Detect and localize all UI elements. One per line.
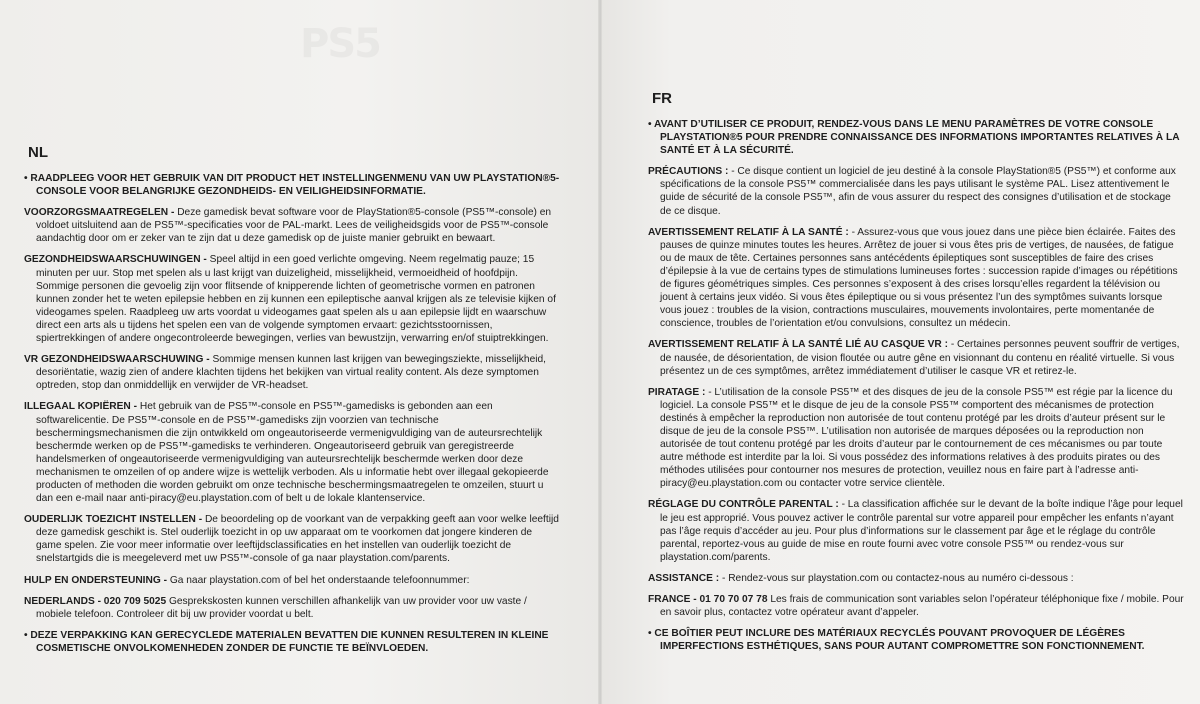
section-text: Deze gamedisk bevat software voor de PlayStation®5-console (PS5™-console) en voldoet uitsluitend aan de PS5™-specificaties voor de PAL-markt. Lees de veiligheidsgids voor de PS5™-console aandachtig door om er zeker van te zijn dat u deze gamedisk op de juiste manier gebruikt en bewaart. xyxy=(36,207,552,245)
section-text: - Certaines personnes peuvent souffrir de vertiges, de nausée, de désorientation, de vision floutée ou autre gêne en visionnant du contenu en réalité virtuelle. Si vous présentez un de ces symptômes, arrêtez immédiatement d’utiliser le casque VR et retirez-le. xyxy=(660,339,1180,377)
section-text: Speel altijd in een goed verlichte omgeving. Neem regelmatig pauze; 15 minuten per uur. Stop met spelen als u last krijgt van duizeligheid, misselijkheid, vermoeidheid of hoofdpijn. Sommige personen die gevoelig zijn voor flitsende of knipperende lichten of geometrische vormen en patronen kunnen zonder het te weten epilepsie hebben en zij kunnen een epileptische aanval krijgen als ze televisie kijken of videogames spelen. Raadpleeg uw arts voordat u videogames gaat spelen als u aan epilepsie lijdt en waarschuw direct een arts als u tijdens het spelen een van de volgende symptomen ervaart: gezichtsstoornissen, spiertrekkingen of andere ongecontroleerde bewegingen, verlies van bewustzijn, verwarring en/of stuiptrekkingen. xyxy=(36,254,556,345)
section-title: PIRATAGE : xyxy=(648,386,706,398)
section-title: AVERTISSEMENT RELATIF À LA SANTÉ LIÉ AU CASQUE VR : xyxy=(648,339,948,351)
section-piracy xyxy=(24,400,560,505)
section-title: RÉGLAGE DU CONTRÔLE PARENTAL : xyxy=(648,499,839,511)
section-text: Gesprekskosten kunnen verschillen afhankelijk van uw provider voor uw vaste / mobiele telefoon. Controleer dit bij uw provider voordat u belt. xyxy=(36,595,527,620)
section-text: - La classification affichée sur le devant de la boîte indique l’âge pour lequel le jeu est approprié. Vous pouvez activer le contrôle parental sur votre appareil pour empêcher les enfants n’ayant pas l’âge requis d’accéder au jeu. Pour plus d’informations sur le classement par âge et le réglage du contrôle parental, reportez-vous au guide de mise en route fourni avec votre console PS5™ ou rendez-vous sur playstation.com/parents. xyxy=(660,499,1183,563)
section-vr-warning xyxy=(648,338,1184,377)
section-text: - Ce disque contient un logiciel de jeu destiné à la console PlayStation®5 (PS5™) et conforme aux spécifications de la console PS5™ commercialisée dans les pays utilisant le système PAL. Lisez attentivement le guide de sécurité de la console PS5™, afin de vous assurer du respect des consignes d’utilisation et de stockage de ce disque. xyxy=(660,166,1176,217)
section-parental-control xyxy=(24,513,560,565)
section-parental-control xyxy=(648,498,1184,563)
section-support xyxy=(24,574,560,587)
intro-notice: • AVANT D’UTILISER CE PRODUIT, RENDEZ-VOUS DANS LE MENU PARAMÈTRES DE VOTRE CONSOLE PLAYSTATION®5 POUR PRENDRE CONNAISSANCE DES INFORMATIONS IMPORTANTES RELATIVES À LA SANTÉ ET À LA SÉCURITÉ. xyxy=(648,119,1180,157)
section-text: - L’utilisation de la console PS5™ et des disques de jeu de la console PS5™ est régie par la licence du logiciel. La console PS5™ et le disque de jeu de la console PS5™ comportent des mécanismes de protection destinés à empêcher la reproduction non autorisée de tout contenu protégé par les droits d’auteur présent sur le disque de jeu de la console PS5™. L’utilisation non autorisée de marques déposées ou la reproduction non autorisée de tout contenu protégé par les droits d’auteur par le contournement de ces mécanismes ou par toute autre méthode est interdite par la loi. Si vous possédez des informations relatives à des produits pirates ou des méthodes utilisées pour contourner nos mesures de protection, veuillez nous en faire part à l’adresse anti-piracy@eu.playstation.com ou contacter votre service clientèle. xyxy=(660,386,1173,490)
section-text: Sommige mensen kunnen last krijgen van bewegingsziekte, misselijkheid, desoriëntatie, wazig zien of andere klachten tijdens het bekijken van virtual reality content. Als deze symptomen optreden, stop dan onmiddellijk en verwijder de VR-headset. xyxy=(36,354,546,392)
section-phone xyxy=(648,593,1184,619)
section-title: AVERTISSEMENT RELATIF À LA SANTÉ : xyxy=(648,226,849,238)
section-health-warning xyxy=(648,226,1184,331)
ps5-watermark-logo xyxy=(300,14,390,76)
section-precautions xyxy=(648,165,1184,217)
section-text: Les frais de communication sont variables selon l’opérateur téléphonique fixe / mobile. Pour en savoir plus, contactez votre opérateur avant d’appeler. xyxy=(660,594,1184,619)
ps5-watermark-icon xyxy=(300,23,390,63)
section-support xyxy=(648,572,1184,585)
section-title: ILLEGAAL KOPIËREN - xyxy=(24,401,138,413)
page-fold xyxy=(598,0,602,704)
section-piracy xyxy=(648,386,1184,491)
section-title: VOORZORGSMAATREGELEN - xyxy=(24,207,175,219)
svg-text:PS5 xyxy=(300,23,380,63)
section-text: - Rendez-vous sur playstation.com ou contactez-nous au numéro ci-dessous : xyxy=(719,572,1074,584)
section-title: GEZONDHEIDSWAARSCHUWINGEN - xyxy=(24,254,207,266)
section-title: PRÉCAUTIONS : xyxy=(648,166,729,178)
section-title: NEDERLANDS - 020 709 5025 xyxy=(24,595,167,607)
section-title: OUDERLIJK TOEZICHT INSTELLEN - xyxy=(24,514,203,526)
section-title: HULP EN ONDERSTEUNING - xyxy=(24,574,168,586)
intro-notice: • RAADPLEEG VOOR HET GEBRUIK VAN DIT PRODUCT HET INSTELLINGENMENU VAN UW PLAYSTATION®5-CONSOLE VOOR BELANGRIJKE GEZONDHEIDS- EN VEILIGHEIDSINFORMATIE. xyxy=(24,173,560,198)
language-heading: NL xyxy=(28,144,48,161)
outro-notice: • CE BOÎTIER PEUT INCLURE DES MATÉRIAUX RECYCLÉS POUVANT PROVOQUER DE LÉGÈRES IMPERFECTIONS ESTHÉTIQUES, SANS POUR AUTANT COMPROMETTRE SON FONCTIONNEMENT. xyxy=(648,628,1145,653)
section-title: VR GEZONDHEIDSWAARSCHUWING - xyxy=(24,354,210,366)
section-title: FRANCE - 01 70 70 07 78 xyxy=(648,594,768,605)
section-vr-warning xyxy=(24,353,560,392)
section-title: ASSISTANCE : xyxy=(648,572,720,584)
section-text: Het gebruik van de PS5™-console en PS5™-gamedisks is gebonden aan een softwarelicentie. De PS5™-console en de PS5™-gamedisks zijn voorzien van technische beschermingsmechanismen die zijn ontwikkeld om ongeautoriseerde vermenigvuldiging van de auteursrechtelijk beschermde werken op de PS5™-gamedisks te verhinderen. Ongeautoriseerd gebruik van geregistreerde handelsmerken of ongeautoriseerde vermenigvuldiging van auteursrechtelijk beschermde werken door deze mechanismen te omzeilen of op andere wijze is wettelijk verboden. Als u informatie hebt over illegaal gekopieerde producten of methoden die worden gebruikt om onze technische beschermingsmaatregelen te omzeilen, stuurt u dan een e-mail naar anti-piracy@eu.playstation.com of belt u de lokale klantenservice. xyxy=(36,401,549,505)
section-health-warning xyxy=(24,253,560,345)
language-heading: FR xyxy=(652,90,672,107)
outro-notice: • DEZE VERPAKKING KAN GERECYCLEDE MATERIALEN BEVATTEN DIE KUNNEN RESULTEREN IN KLEINE COSMETISCHE ONVOLKOMENHEDEN ZONDER DE FUNCTIE TE BEÏNVLOEDEN. xyxy=(24,629,549,654)
section-text: Ga naar playstation.com of bel het onderstaande telefoonnummer: xyxy=(167,574,470,586)
dutch-column xyxy=(24,144,560,663)
section-phone xyxy=(24,595,560,621)
section-precautions xyxy=(24,206,560,245)
section-text: De beoordeling op de voorkant van de verpakking geeft aan voor welke leeftijd deze gamedisk geschikt is. Stel ouderlijk toezicht in op uw apparaat om te voorkomen dat jongere kinderen de game spelen. Zie voor meer informatie over leeftijdsclassificaties en het instellen van ouderlijk toezicht de snelstartgids die is meegeleverd met uw PS5™-console of ga naar playstation.com/parents. xyxy=(36,514,559,565)
section-text: - Assurez-vous que vous jouez dans une pièce bien éclairée. Faites des pauses de quinze minutes toutes les heures. Arrêtez de jouer si vous êtes pris de vertiges, de nausées, de fatigue ou de maux de tête. Certaines personnes sans antécédents épileptiques sont susceptibles de faire des crises d’épilepsie à la vue de certains types de stimulations lumineuses fortes : succession rapide d’images ou répétitions de figures géométriques simples. Ces personnes s’exposent à des crises lorsqu’elles regardent la télévision ou jouent à certains jeux vidéo. Si vous êtes épileptique ou si vous présentez l’un des symptômes suivants lorsque vous jouez : troubles de la vision, contractions musculaires, mouvements involontaires, perte momentanée de conscience, troubles de l’orientation et/ou convulsions, consultez un médecin. xyxy=(660,226,1178,330)
french-column xyxy=(648,90,1184,661)
